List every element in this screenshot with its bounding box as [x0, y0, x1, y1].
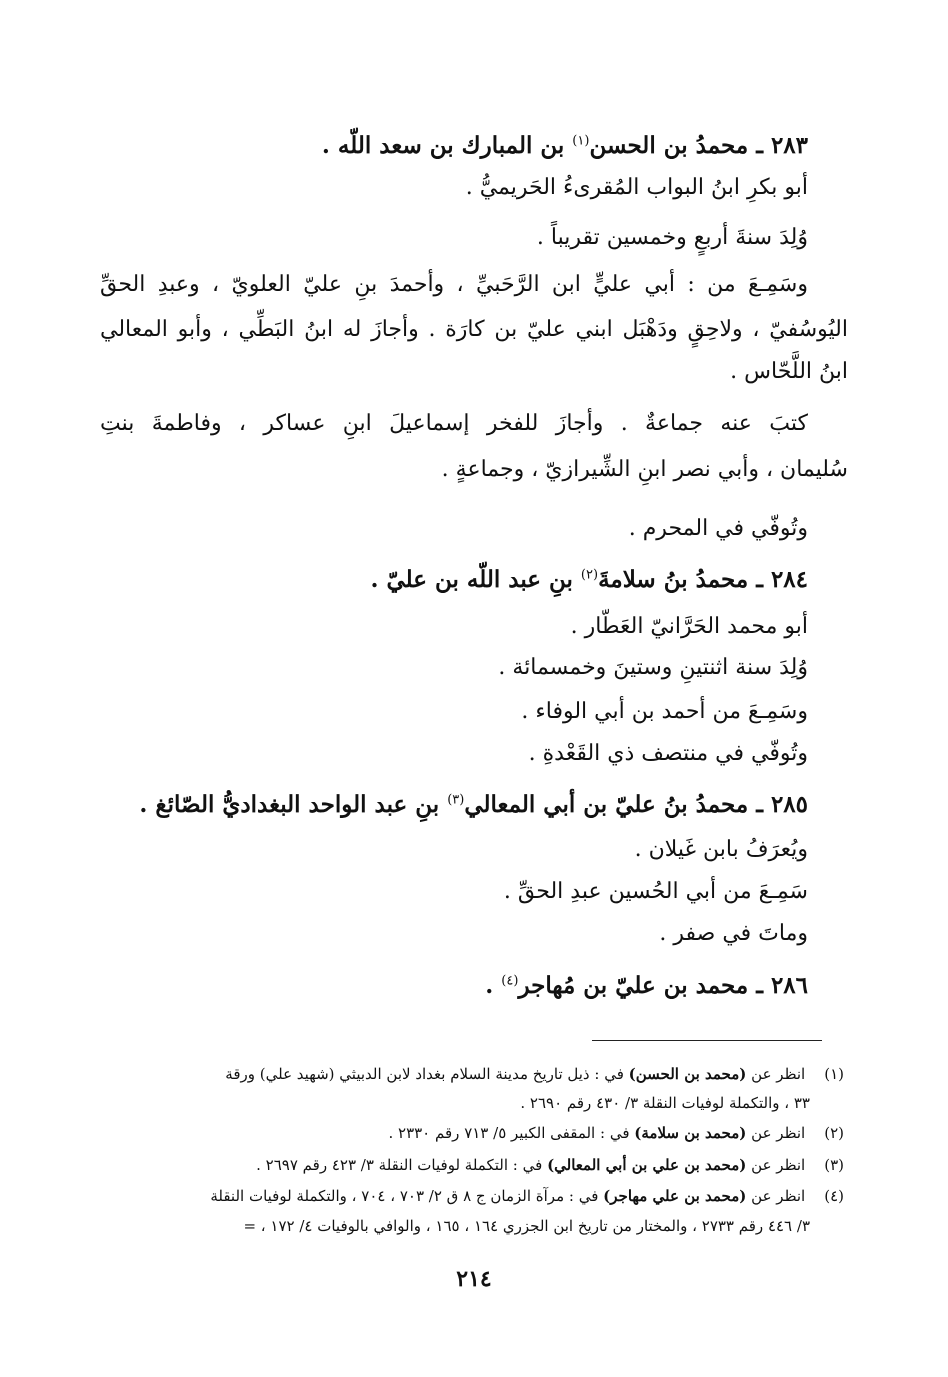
footnote-ref-2[interactable]: (٢) [580, 567, 599, 583]
entry-283-heard-line-2: اليُوسُفيّ ، ولاحِقٍ ودَهْبَل ابني عليّ بن كارَة . وأجازَ له ابنُ البَطِّي ، وأبو المعالي [100, 317, 848, 342]
entry-284-heading [100, 560, 808, 600]
footnote-4-subject: (محمد بن علي مهاجر) [603, 1187, 747, 1205]
footnote-ref-1[interactable]: (١) [572, 133, 590, 149]
page-number: ٢١٤ [456, 1266, 492, 1292]
entry-285-name: محمدُ بنُ عليّ بن أبي المعالي [464, 791, 749, 818]
footnote-3-subject: (محمد بن علي بن أبي المعالي) [547, 1156, 747, 1174]
entry-283-number: ٢٨٣ ـ [756, 132, 808, 159]
entry-285-known-as: ويُعرَفُ بابن غَيلان . [634, 837, 808, 862]
footnote-1-number: (١) [824, 1065, 844, 1083]
footnote-1-text: في : ذيل تاريخ مدينة السلام بغداد لابن الدبيثي (شهيد علي) ورقة [225, 1065, 624, 1083]
entry-283-heard-line-3: ابنُ اللَّحّاس . [730, 359, 848, 384]
entry-284-death: وتُوفّي في منتصف ذي القَعْدةِ . [528, 741, 808, 766]
entry-284-number: ٢٨٤ ـ [756, 566, 808, 593]
footnote-separator [592, 1040, 822, 1041]
footnote-1 [100, 1059, 844, 1089]
footnote-1-continuation: ٣٣ ، والتكملة لوفيات النقلة ٣/ ٤٣٠ رقم ٢٦٩٠ . [520, 1094, 810, 1112]
footnote-ref-4[interactable]: (٤) [501, 973, 519, 989]
entry-283-heading [100, 126, 808, 166]
footnote-1-prefix: انظر عن [751, 1065, 806, 1083]
entry-283-death: وتُوفّي في المحرم . [628, 516, 808, 541]
entry-284-birth: وُلِدَ سنة اثنتينِ وستينَ وخمسمائة . [498, 655, 808, 680]
entry-283-students-line-1: كتبَ عنه جماعةٌ . وأجازَ للفخر إسماعيلَ ابنِ عساكر ، وفاطمةَ بنتِ [100, 411, 808, 436]
entry-284-lineage: بنِ عبد اللّه بن عليّ . [370, 566, 573, 593]
entry-283-birth: وُلِدَ سنةَ أربعٍ وخمسين تقريباً . [536, 225, 808, 250]
footnote-4-continuation: ٣/ ٤٤٦ رقم ٢٧٣٣ ، والمختار من تاريخ ابن الجزري ١٦٤ ، ١٦٥ ، والوافي بالوفيات ٤/ ١٧٢ ، = [243, 1217, 810, 1235]
footnote-4-prefix: انظر عن [751, 1187, 806, 1205]
entry-283-kunya: أبو بكرِ ابنُ البواب المُقرىءُ الحَريميُّ . [465, 175, 808, 200]
entry-284-heard: وسَمِـعَ من أحمد بن أبي الوفاء . [521, 699, 808, 724]
footnote-2-text: في : المقفى الكبير ٥/ ٧١٣ رقم ٢٣٣٠ . [388, 1124, 630, 1142]
entry-283-lineage: بن المبارك بن سعد اللّه . [321, 132, 565, 159]
footnote-4-number: (٤) [824, 1187, 844, 1205]
footnote-4-text: في : مرآة الزمان ج ٨ ق ٢/ ٧٠٣ ، ٧٠٤ ، والتكملة لوفيات النقلة [210, 1187, 599, 1205]
entry-286-heading [100, 966, 808, 1006]
entry-284-kunya: أبو محمد الحَرَّانيّ العَطّار . [570, 614, 808, 639]
entry-285-number: ٢٨٥ ـ [756, 791, 808, 818]
entry-283-name: محمدُ بن الحسن [589, 132, 749, 159]
entry-286-name: محمد بن عليّ بن مُهاجر [518, 972, 749, 999]
footnote-ref-3[interactable]: (٣) [447, 792, 465, 808]
entry-286-number: ٢٨٦ ـ [756, 972, 808, 999]
footnote-2 [100, 1118, 844, 1148]
entry-286-end: . [485, 972, 494, 999]
footnote-4 [100, 1181, 844, 1211]
entry-283-heard-line-1: وسَمِـعَ من : أبي عليٍّ ابن الرَّحَبيِّ ، وأحمدَ بنِ عليّ العلويّ ، وعبدِ الحقِّ [100, 272, 808, 297]
entry-285-lineage: بنِ عبد الواحد البغداديُّ الصّائغ . [139, 791, 440, 818]
entry-285-heard: سَمِـعَ من أبي الحُسين عبدِ الحقِّ . [503, 879, 808, 904]
footnote-2-subject: (محمد بن سلامة) [634, 1124, 747, 1142]
entry-284-name: محمدُ بنُ سلامةَ [598, 566, 749, 593]
footnote-3-number: (٣) [824, 1156, 844, 1174]
footnote-3 [100, 1150, 844, 1180]
footnote-3-text: في : التكملة لوفيات النقلة ٣/ ٤٢٣ رقم ٢٦٩٧ . [256, 1156, 543, 1174]
footnote-2-number: (٢) [824, 1124, 844, 1142]
entry-283-students-line-2: سُليمان ، وأبي نصر ابنِ الشِّيرازيّ ، وجماعةٍ . [441, 457, 848, 482]
footnote-1-subject: (محمد بن الحسن) [628, 1065, 747, 1083]
entry-285-death: وماتَ في صفر . [659, 921, 808, 946]
footnote-2-prefix: انظر عن [751, 1124, 806, 1142]
entry-285-heading [100, 785, 808, 825]
footnote-3-prefix: انظر عن [751, 1156, 806, 1174]
